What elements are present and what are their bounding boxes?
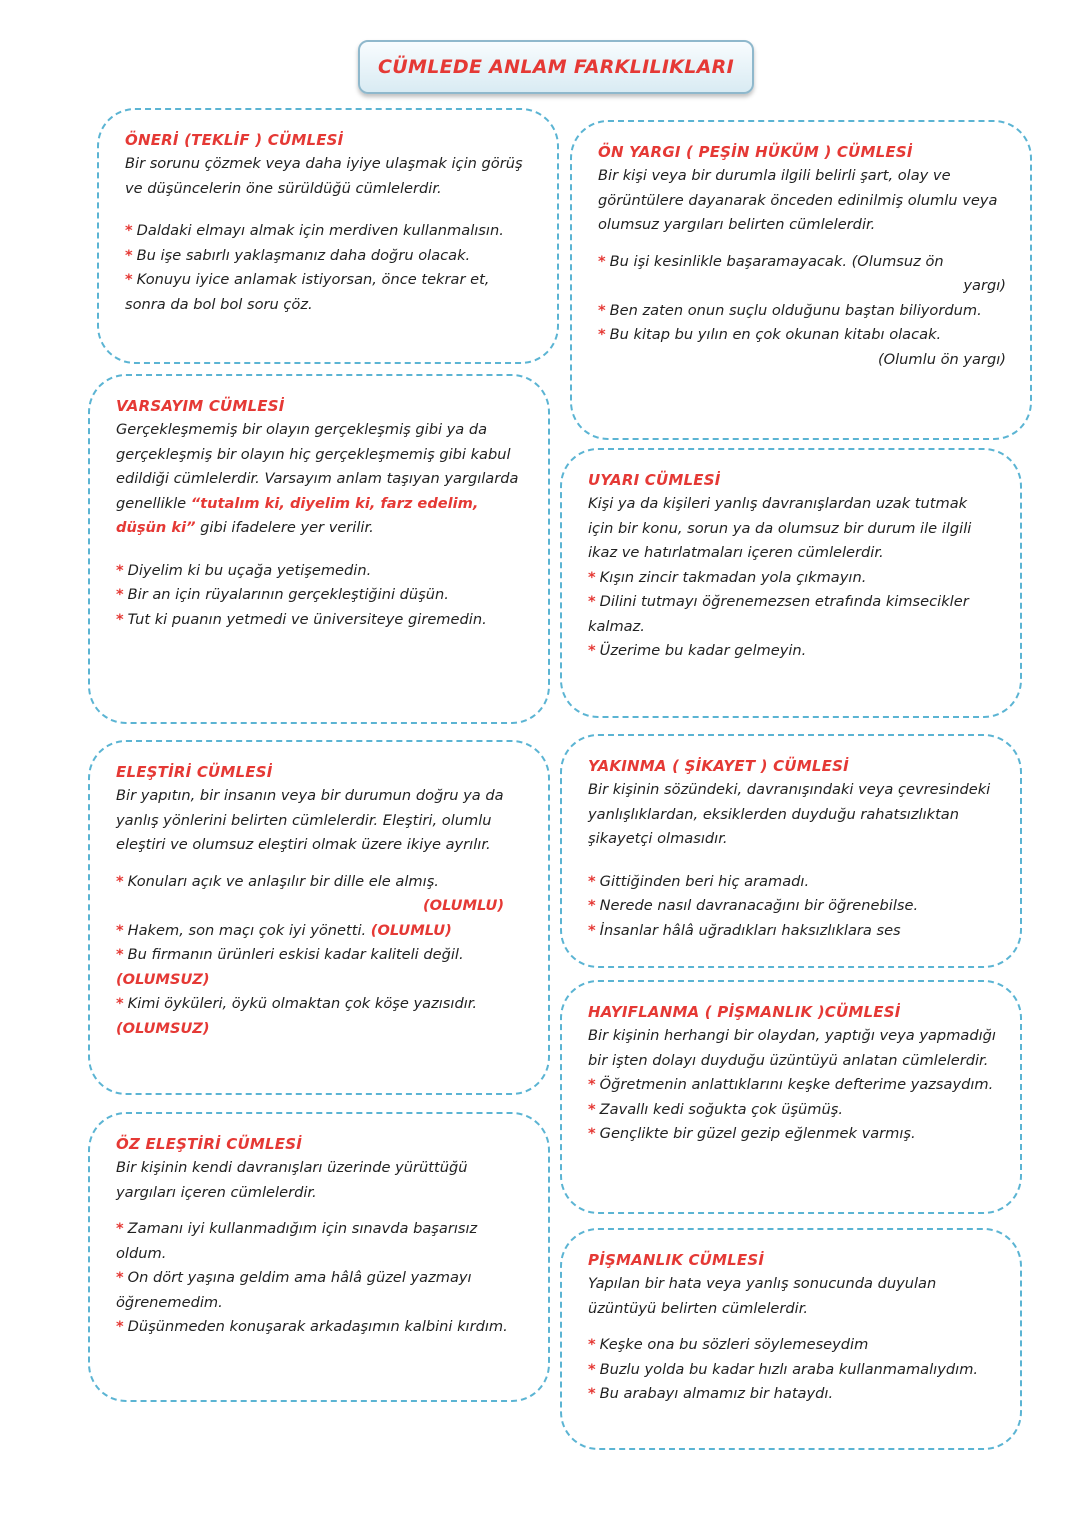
hayiflanma-card — [560, 980, 1022, 1214]
asterisk-icon: * — [588, 1336, 596, 1353]
list-item: * Bu firmanın ürünleri eskisi kadar kaliteli değil. (OLUMSUZ) — [116, 946, 464, 988]
pismanlik-heading: PİŞMANLIK CÜMLESİ — [588, 1251, 765, 1269]
varsayim-heading: VARSAYIM CÜMLESİ — [116, 397, 285, 415]
asterisk-icon: * — [588, 921, 596, 939]
asterisk-icon: * — [116, 872, 124, 890]
asterisk-icon: * — [125, 246, 133, 264]
list-item: * Öğretmenin anlattıklarını keşke defterime yazsaydım. — [588, 1076, 994, 1093]
asterisk-icon: * — [116, 561, 124, 579]
uyari-card — [560, 448, 1022, 718]
asterisk-icon: * — [125, 222, 133, 239]
list-item: * Keşke ona bu sözleri söylemeseydim — [588, 1336, 869, 1353]
asterisk-icon: * — [116, 921, 124, 939]
list-item: * Konuyu iyice anlamak istiyorsan, önce tekrar et, sonra da bol bol soru çöz. — [125, 271, 490, 313]
asterisk-icon: * — [588, 1385, 596, 1402]
list-item: * Bu işi kesinlikle başaramayacak. (Olumsuz ön yargı) — [598, 252, 1006, 294]
list-item: * Diyelim ki bu uçağa yetişemedin. — [116, 561, 372, 579]
yakinma-definition: Bir kişinin sözündeki, davranışındaki veya çevresindeki yanlışlıklardan, eksiklerden duyduğu rahatsızlıktan şikayetçi olmasıdır. — [588, 781, 991, 847]
list-item: * Kimi öyküleri, öykü olmaktan çok köşe yazısıdır. (OLUMSUZ) — [116, 995, 478, 1037]
uyari-definition: Kişi ya da kişileri yanlış davranışlardan uzak tutmak için bir konu, sorun ya da olumsuz bir durum ile ilgili ikaz ve hatırlatmaları içeren cümlelerdir. — [588, 495, 972, 561]
onyargi-definition: Bir kişi veya bir durumla ilgili belirli şart, olay ve görüntülere dayanarak önceden edinilmiş olumlu veya olumsuz yargıları belirten cümlelerdir. — [598, 167, 998, 233]
list-item: * Dilini tutmayı öğrenemezsen etrafında kimsecikler kalmaz. — [588, 593, 969, 635]
title-banner — [358, 40, 754, 94]
asterisk-icon: * — [125, 271, 133, 288]
asterisk-icon: * — [598, 252, 606, 270]
hayiflanma-definition: Bir kişinin herhangi bir olaydan, yaptığı veya yapmadığı bir işten dolayı duyduğu üzüntüyü anlatan cümlelerdir. — [588, 1027, 996, 1069]
list-item: * Buzlu yolda bu kadar hızlı araba kullanmamalıydım. — [588, 1360, 979, 1378]
oneri-card — [97, 108, 559, 364]
elestiri-definition: Bir yapıtın, bir insanın veya bir durumun doğru ya da yanlış yönlerini belirten cümlelerdir. Eleştiri, olumlu eleştiri ve olumsuz eleştiri olmak üzere ikiye ayrılır. — [116, 787, 504, 853]
list-item: * Üzerime bu kadar gelmeyin. — [588, 642, 807, 659]
varsayim-card — [88, 374, 550, 724]
oneri-heading: ÖNERİ (TEKLİF ) CÜMLESİ — [125, 131, 344, 149]
list-item: * Gençlikte bir güzel gezip eğlenmek varmış. — [588, 1125, 916, 1142]
list-item: * Daldaki elmayı almak için merdiven kullanmalısın. — [125, 222, 504, 239]
pismanlik-card — [560, 1228, 1022, 1450]
list-item: * Ben zaten onun suçlu olduğunu baştan biliyordum. — [598, 301, 982, 319]
varsayim-definition: Gerçekleşmemiş bir olayın gerçekleşmiş gibi ya da gerçekleşmiş bir olayın hiç gerçekleşmemiş gibi kabul edildiği cümlelerdir. Varsayım anlam taşıyan yargılarda genellikle “tutalım ki, diyelim ki, farz edelim, düşün ki” gibi ifadelere yer verilir. — [116, 421, 519, 536]
list-item: * Gittiğinden beri hiç aramadı. — [588, 872, 810, 890]
ozelestiri-definition: Bir kişinin kendi davranışları üzerinde yürüttüğü yargıları içeren cümlelerdir. — [116, 1159, 468, 1201]
yakinma-heading: YAKINMA ( ŞİKAYET ) CÜMLESİ — [588, 757, 849, 775]
list-item: * Konuları açık ve anlaşılır bir dille ele almış. (OLUMLU) — [116, 872, 504, 914]
list-item: * Kışın zincir takmadan yola çıkmayın. — [588, 568, 867, 586]
asterisk-icon: * — [588, 593, 596, 610]
elestiri-card — [88, 740, 550, 1095]
ozelestiri-heading: ÖZ ELEŞTİRİ CÜMLESİ — [116, 1135, 302, 1153]
asterisk-icon: * — [598, 326, 606, 343]
list-item: * İnsanlar hâlâ uğradıkları haksızlıklara ses — [588, 921, 901, 939]
asterisk-icon: * — [116, 1318, 124, 1335]
asterisk-icon: * — [116, 946, 124, 963]
asterisk-icon: * — [116, 995, 124, 1012]
asterisk-icon: * — [116, 1220, 124, 1237]
asterisk-icon: * — [116, 586, 124, 603]
list-item: * Tut ki puanın yetmedi ve üniversiteye giremedin. — [116, 610, 487, 628]
list-item: * Bu arabayı almamız bir hataydı. — [588, 1385, 834, 1402]
onyargi-heading: ÖN YARGI ( PEŞİN HÜKÜM ) CÜMLESİ — [598, 143, 913, 161]
oneri-definition: Bir sorunu çözmek veya daha iyiye ulaşmak için görüş ve düşüncelerin öne sürüldüğü cümlelerdir. — [125, 155, 523, 197]
pismanlik-definition: Yapılan bir hata veya yanlış sonucunda duyulan üzüntüyü belirten cümlelerdir. — [588, 1275, 937, 1317]
list-item: * Bu kitap bu yılın en çok okunan kitabı olacak. (Olumlu ön yargı) — [598, 326, 1006, 368]
yakinma-card — [560, 734, 1022, 968]
page-title: CÜMLEDE ANLAM FARKLILIKLARI — [378, 56, 734, 78]
onyargi-card — [570, 120, 1032, 440]
asterisk-icon: * — [588, 1076, 596, 1093]
list-item: * Bir an için rüyalarının gerçekleştiğini düşün. — [116, 586, 449, 603]
asterisk-icon: * — [588, 1125, 596, 1142]
elestiri-heading: ELEŞTİRİ CÜMLESİ — [116, 763, 273, 781]
asterisk-icon: * — [588, 872, 596, 890]
uyari-heading: UYARI CÜMLESİ — [588, 471, 721, 489]
list-item: * Zamanı iyi kullanmadığım için sınavda başarısız oldum. — [116, 1220, 478, 1262]
list-item: * Hakem, son maçı çok iyi yönetti. (OLUMLU) — [116, 921, 452, 939]
asterisk-icon: * — [116, 1269, 124, 1286]
hayiflanma-heading: HAYIFLANMA ( PİŞMANLIK )CÜMLESİ — [588, 1003, 901, 1021]
list-item: * Nerede nasıl davranacağını bir öğrenebilse. — [588, 897, 919, 914]
list-item: * Bu işe sabırlı yaklaşmanız daha doğru olacak. — [125, 246, 471, 264]
asterisk-icon: * — [588, 568, 596, 586]
asterisk-icon: * — [588, 897, 596, 914]
asterisk-icon: * — [588, 1360, 596, 1378]
asterisk-icon: * — [116, 610, 124, 628]
list-item: * Düşünmeden konuşarak arkadaşımın kalbini kırdım. — [116, 1318, 508, 1335]
asterisk-icon: * — [588, 642, 596, 659]
asterisk-icon: * — [598, 301, 606, 319]
asterisk-icon: * — [588, 1100, 596, 1118]
list-item: * Zavallı kedi soğukta çok üşümüş. — [588, 1100, 844, 1118]
ozelestiri-card — [88, 1112, 550, 1402]
list-item: * On dört yaşına geldim ama hâlâ güzel yazmayı öğrenemedim. — [116, 1269, 472, 1311]
